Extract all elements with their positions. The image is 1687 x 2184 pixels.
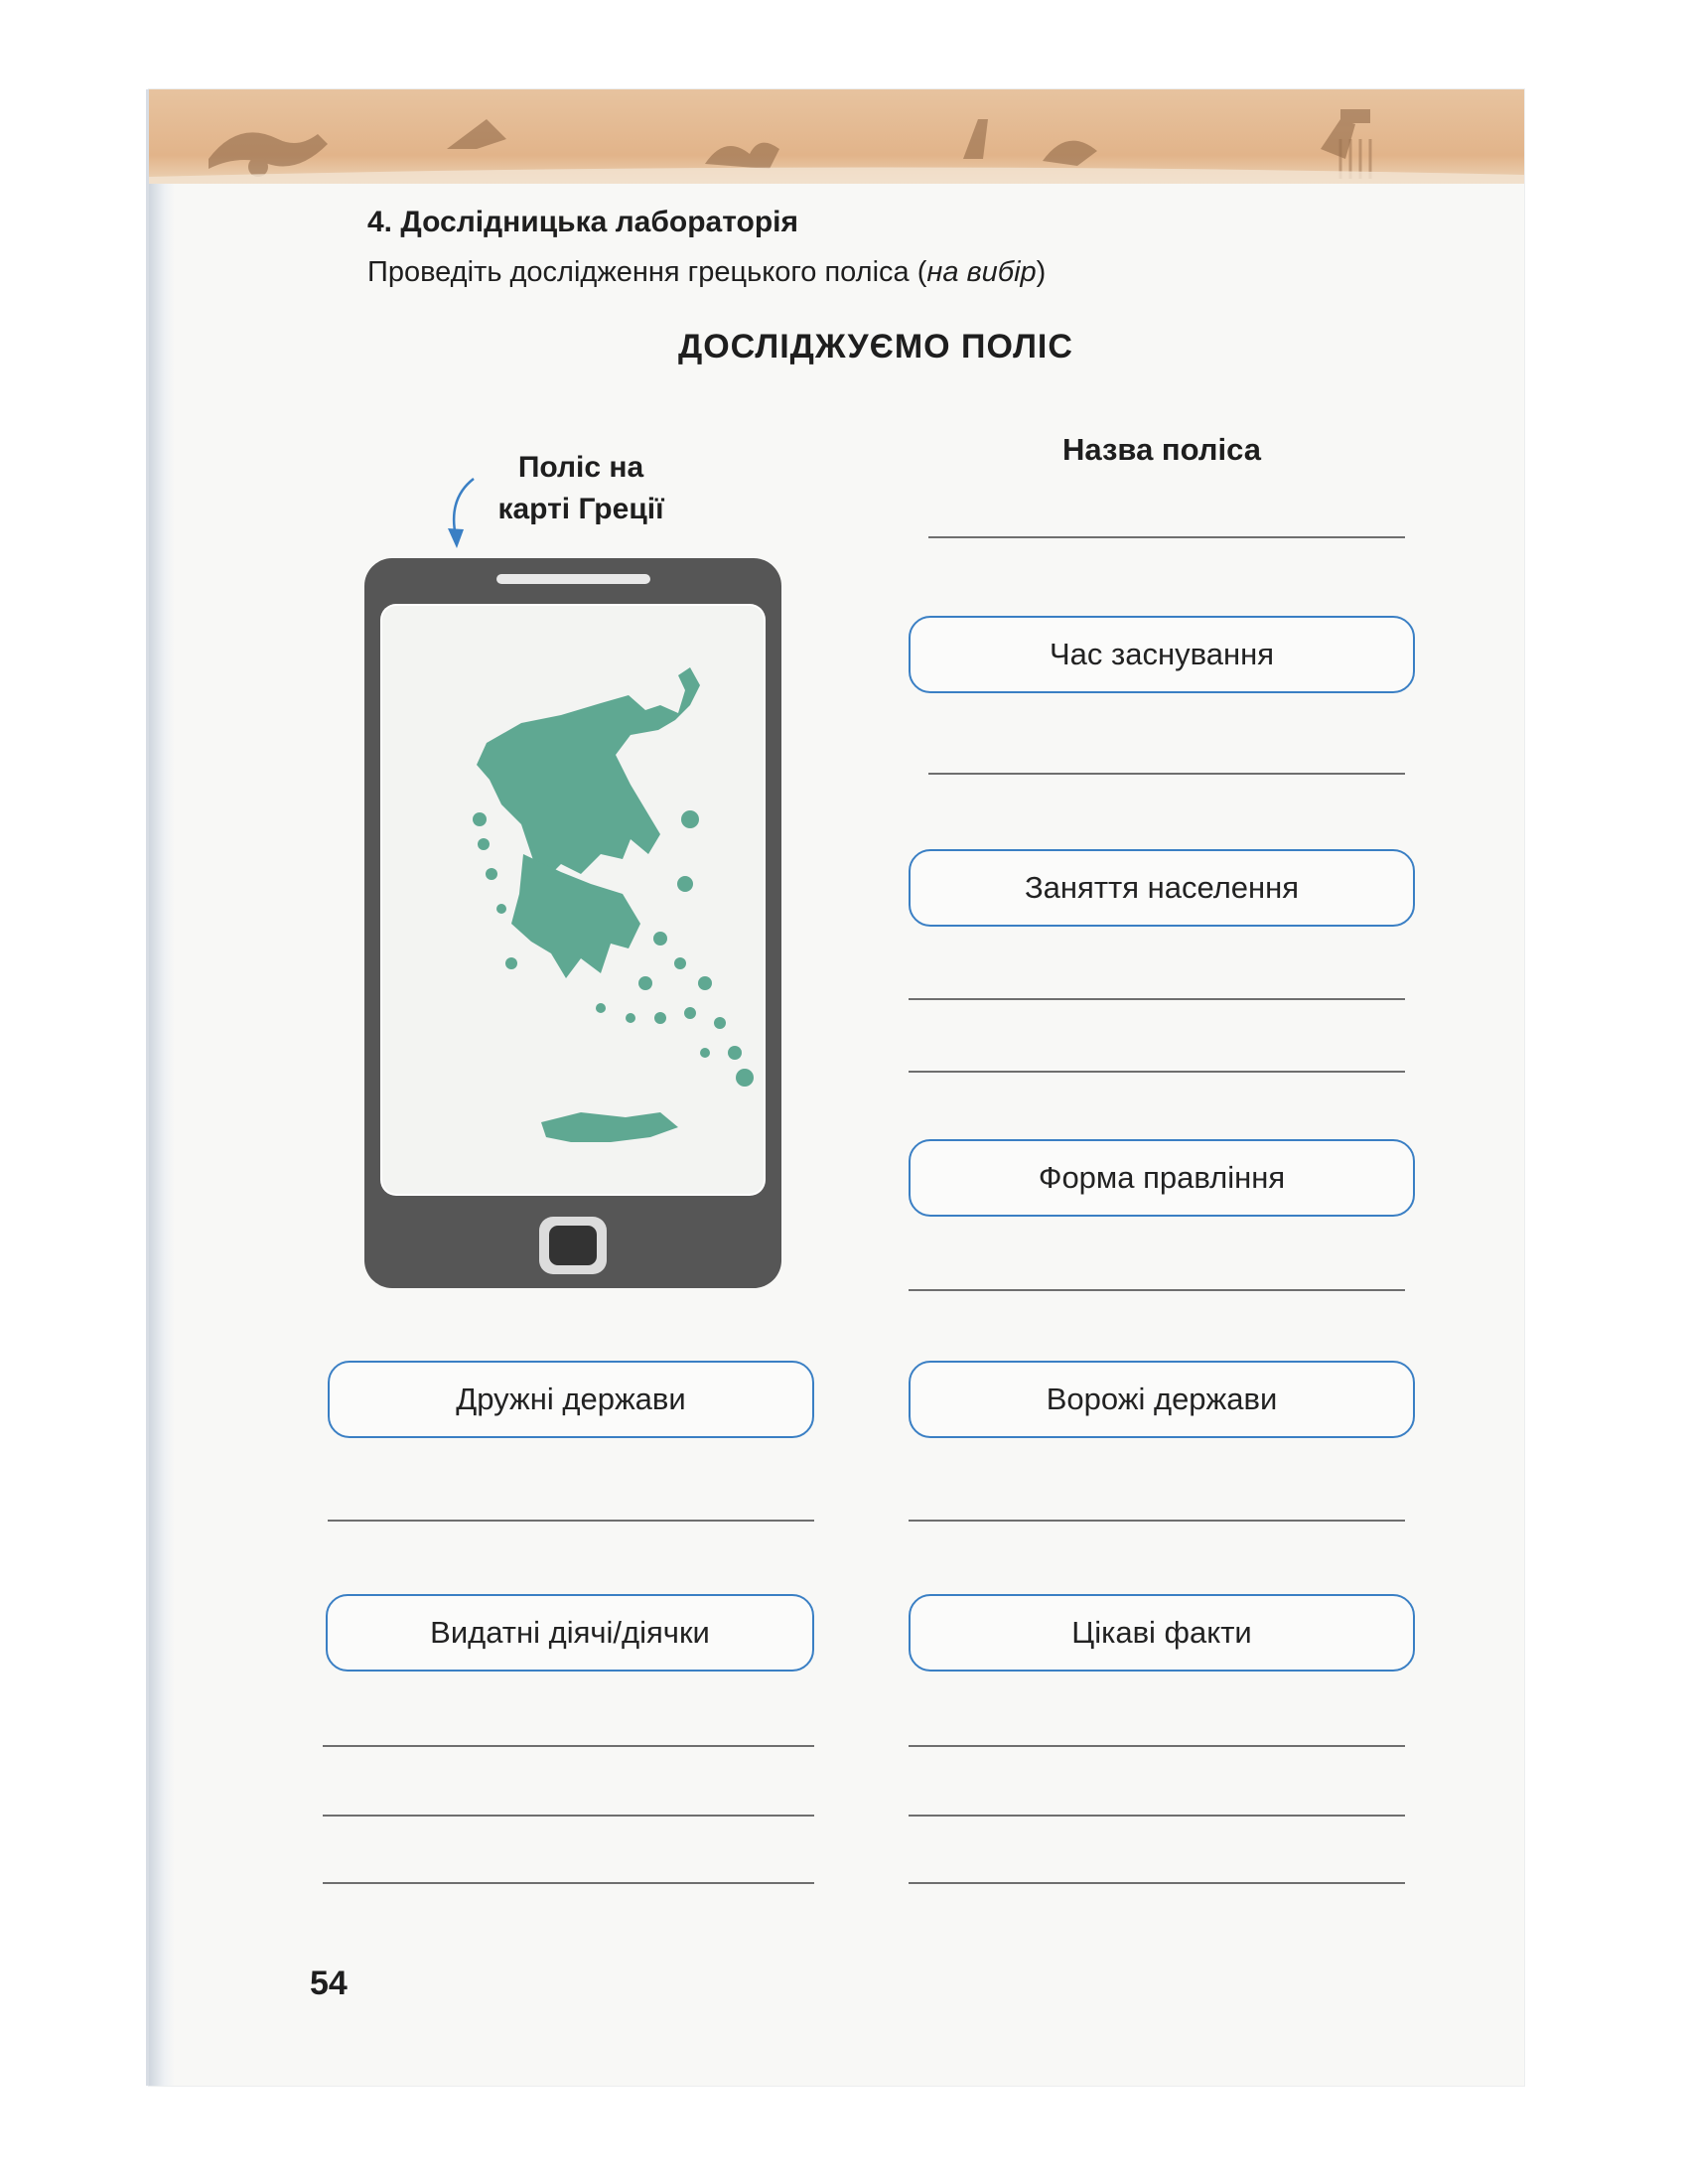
answer-line	[909, 998, 1405, 1000]
box-friendly-states: Дружні держави	[328, 1361, 814, 1438]
instruction-prefix: Проведіть дослідження грецького поліса (	[367, 256, 927, 288]
page-number: 54	[310, 1965, 348, 2002]
polis-name-line	[928, 536, 1405, 538]
worksheet-title: ДОСЛІДЖУЄМО ПОЛІС	[678, 328, 1073, 365]
instruction-suffix: )	[1036, 256, 1047, 288]
answer-line	[323, 1882, 814, 1884]
answer-line	[909, 1520, 1405, 1522]
answer-line	[909, 1745, 1405, 1747]
phone-illustration	[362, 556, 784, 1291]
textbook-page	[149, 89, 1524, 2086]
box-notable-figures: Видатні діячі/діячки	[326, 1594, 814, 1672]
answer-line	[328, 1520, 814, 1522]
answer-line	[909, 1882, 1405, 1884]
decorative-banner	[149, 89, 1524, 184]
instruction-italic: на вибір	[926, 256, 1037, 288]
answer-line	[909, 1071, 1405, 1073]
box-occupation: Заняття населення	[909, 849, 1415, 927]
answer-line	[323, 1815, 814, 1817]
section-heading: 4. Дослідницька лабораторія	[367, 206, 799, 238]
book-spine	[149, 89, 175, 2086]
polis-name-label: Назва поліса	[1062, 432, 1261, 467]
instruction-text	[367, 256, 1046, 289]
curved-arrow-icon	[442, 475, 492, 554]
box-founding-time: Час заснування	[909, 616, 1415, 693]
answer-line	[323, 1745, 814, 1747]
map-label-line1: Поліс на	[517, 451, 644, 484]
answer-line	[928, 773, 1405, 775]
box-interesting-facts: Цікаві факти	[909, 1594, 1415, 1672]
answer-line	[909, 1289, 1405, 1291]
map-label-line2: карті Греції	[497, 493, 664, 525]
box-enemy-states: Ворожі держави	[909, 1361, 1415, 1438]
map-label	[462, 447, 700, 530]
answer-line	[909, 1815, 1405, 1817]
box-government: Форма правління	[909, 1139, 1415, 1217]
